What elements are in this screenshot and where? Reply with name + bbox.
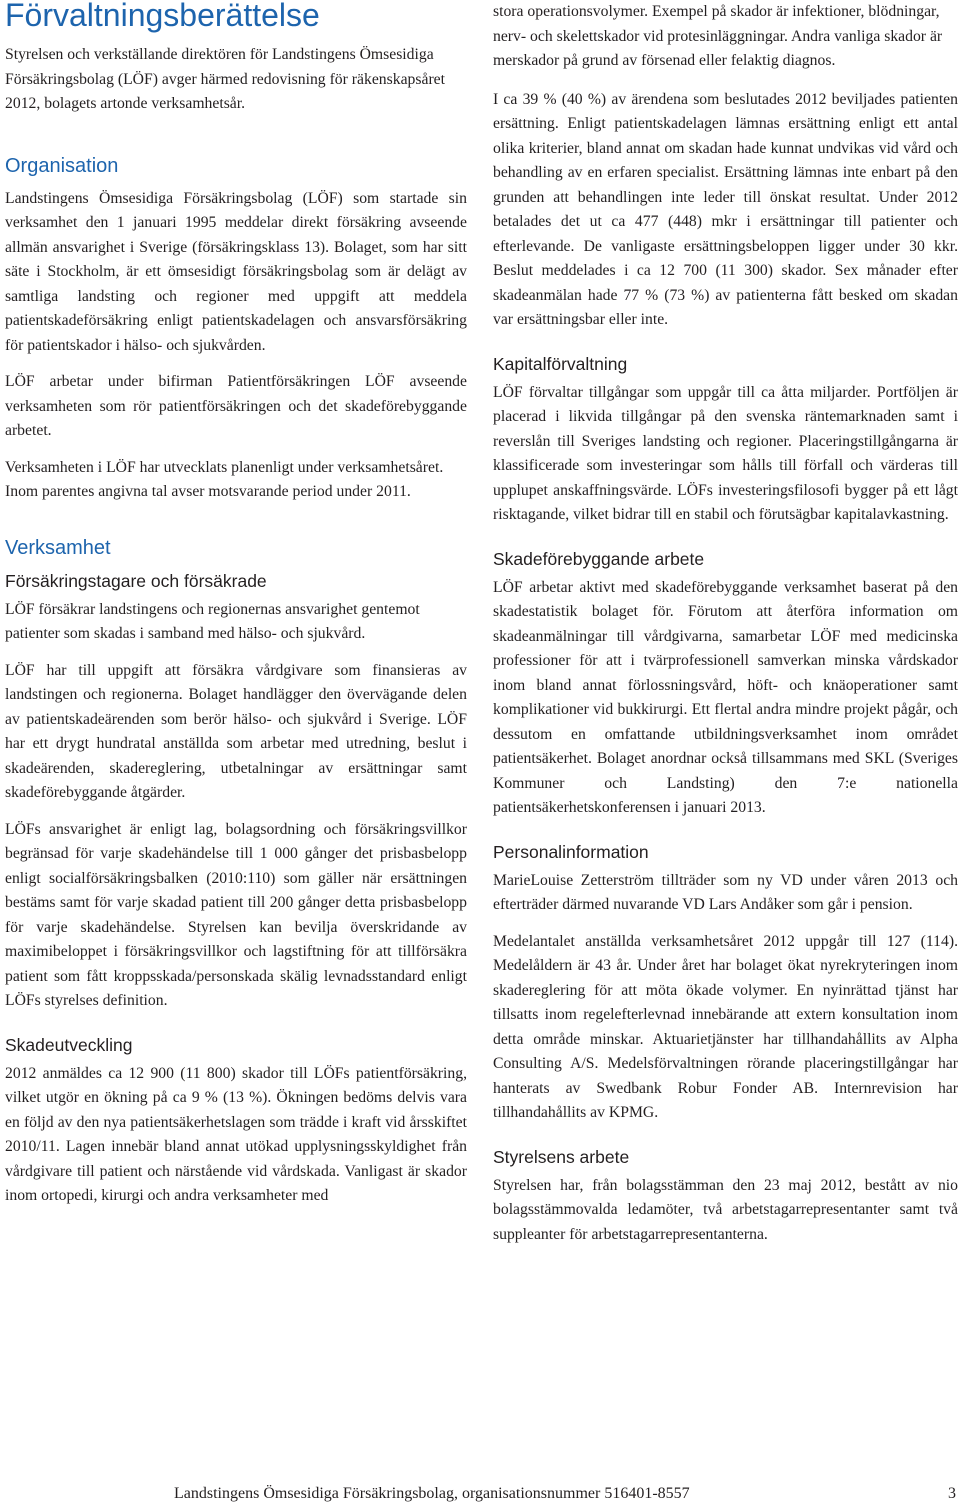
organisation-paragraph-1: Landstingens Ömsesidiga Försäkringsbolag (LÖF) som startade sin verksamhet den 1 januari 1995 meddelar direkt försäkring avseende allmän ansvarighet i Sverige (försäkringsklass 13). Bolaget, som har sitt säte i Stockholm, är ett ömsesidigt försäkringsbolag som är delägt av samtliga landsting och regioner med uppgift att meddela patientskadeförsäkring enligt patientskadelagen och ansvarsförsäkring för patientskador i hälso- och sjukvården. (5, 189, 467, 354)
right-column (493, 0, 958, 1247)
styrelsen-paragraph: Styrelsen har, från bolagsstämman den 23 maj 2012, bestått av nio bolagsstämmovalda ledamöter, två arbetstagarrepresentanter samt två suppleanter för arbetstagarrepresentanterna. (493, 1176, 958, 1243)
footer-organisation-text: Landstingens Ömsesidiga Försäkringsbolag, organisationsnummer 516401-8557 (174, 1485, 690, 1502)
personal-paragraph-2: Medelantalet anställda verksamhetsåret 2012 uppgår till 127 (114). Medelåldern är 43 år. Under året har bolaget ökat nyrekryteringen inom skadereglering för att möta ökade volymer. En nyinrättad tjänst har tillsatts inom regelefterlevnad innebärande att extern konsultation inom detta område minskar. Aktuarietjänster har tillhandahållits av Alpha Consulting A/S. Medelsförvaltningen rörande placeringstillgångar har hanterats av Swedbank Robur Fonder AB. Internrevision har tillhandahållits av KPMG. (493, 932, 958, 1121)
heading-skadeforebyggande: Skadeförebyggande arbete (493, 548, 705, 569)
skadeutveckling-paragraph-2: I ca 39 % (40 %) av ärendena som beslutades 2012 beviljades patienten ersättning. Enligt patientskadelagen lämnas ersättning enligt ett antal olika kriterier, bland annat om skadan hade kunnat undvikas vid vård och behandling av en erfaren specialist. Ersättning lämnas inte enbart på den grunden att behandlingen inte leder till önskat resultat. Under 2012 betalades det ut ca 477 (448) mkr i ersättningar till patienter och efterlevande. De vanligaste ersättningsbeloppen ligger under 30 kkr. Beslut meddelades i ca 12 700 (11 300) skador. Sex månader efter skadeanmälan hade 77 % (73 %) av patienterna fått besked om skadan var ersättningsbar eller inte. (493, 90, 958, 328)
verksamhet-paragraph-3: LÖFs ansvarighet är enligt lag, bolagsordning och försäkringsvillkor begränsad för varje skadehändelse till 1 000 gånger det prisbasbelopp enligt socialförsäkringsbalken (2010:110) som gäller när ersättningen bestäms samt för varje skadad patient till 200 gånger detta prisbasbelopp för varje skadehändelse. Styrelsen kan bevilja överskridande av maximibeloppet i försäkringsvillkor och lagstiftning för att tillförsäkra patient som fått kroppsskada/personskada skälig levnadsstandard enligt LÖFs styrelses definition. (5, 820, 467, 1009)
skadeutveckling-paragraph-1: 2012 anmäldes ca 12 900 (11 800) skador till LÖFs patientförsäkring, vilket utgör en ökning på ca 9 % (13 %). Ökningen bedöms delvis vara en följd av den nya patientsäkerhetslagen som trädde i kraft vid årsskiftet 2010/11. Lagen innebär bland annat utökad upplysningsskyldighet från vårdgivare till patient och närstående vid vårdskada. Vanligast är skador inom ortopedi, kirurgi och andra verksamheter med (5, 1064, 467, 1204)
skadeforebyggande-paragraph: LÖF arbetar aktivt med skadeförebyggande verksamhet baserat på den skadestatistik bolaget för. Förutom att återföra information om skadeanmälningar till vårdgivarna, samarbetar LÖF med medicinska professioner för att i tvärprofessionell samverkan minska vårdskador inom bland annat förlossningsvård, höft- och knäoperationer samt komplikationer vid bukkirurgi. Ett flertal andra mindre projekt pågår, och dessutom en omfattande utbildningsverksamhet inom området patientsäkerhet. Bolaget anordnar också tillsammans med SKL (Sveriges Kommuner och Landsting) den 7:e nationella patientsäkerhetskonferensen i januari 2013. (493, 578, 958, 816)
heading-kapitalforvaltning: Kapitalförvaltning (493, 353, 628, 374)
page-title: Förvaltningsberättelse (5, 0, 320, 33)
left-column (5, 0, 467, 1209)
organisation-paragraph-2: LÖF arbetar under bifirman Patientförsäkringen LÖF avseende verksamheten som rör patientförsäkringen och det skadeförebyggande arbetet. (5, 373, 467, 439)
subheading-forsakringstagare: Försäkringstagare och försäkrade (5, 570, 267, 591)
heading-personalinformation: Personalinformation (493, 841, 649, 862)
heading-styrelsens-arbete: Styrelsens arbete (493, 1146, 630, 1167)
verksamhet-paragraph-2: LÖF har till uppgift att försäkra vårdgivare som finansieras av landstingen och regionerna. Bolaget handlägger den övervägande delen av patientskadeärenden som berör hälso- och sjukvård i Sverige. LÖF har ett drygt hundratal anställda som arbetar med utredning, beslut i skadeärenden, skadereglering, utbetalningar av ersättningar samt skadeförebyggande åtgärder. (5, 661, 467, 801)
heading-organisation: Organisation (5, 154, 119, 177)
page-number: 3 (948, 1485, 956, 1502)
verksamhet-paragraph-1: LÖF försäkrar landstingens och regionernas ansvarighet gentemot patienter som skadas i samband med hälso- och sjukvård. (5, 600, 420, 642)
heading-skadeutveckling: Skadeutveckling (5, 1034, 133, 1055)
personal-paragraph-1: MarieLouise Zetterström tillträder som ny VD under våren 2013 och efterträder därmed nuvarande VD Lars Andåker som går i pension. (493, 871, 958, 913)
organisation-paragraph-3: Verksamheten i LÖF har utvecklats planenligt under verksamhetsåret. Inom parentes angivna tal avser motsvarande period under 2011. (5, 458, 444, 500)
intro-paragraph: Styrelsen och verkställande direktören för Landstingens Ömsesidiga Försäkringsbolag (LÖF) avger härmed redovisning för räkenskapsåret 2012, bolagets artonde verksamhetsår. (5, 46, 445, 112)
heading-verksamhet: Verksamhet (5, 536, 111, 559)
page-footer (0, 1485, 960, 1509)
skadeutveckling-continued: stora operationsvolymer. Exempel på skador är infektioner, blödningar, nerv- och skelettskador vid protesinläggningar. Andra vanliga skador är merskador på grund av försenad eller felaktig diagnos. (493, 3, 943, 69)
kapitalforvaltning-paragraph: LÖF förvaltar tillgångar som uppgår till ca åtta miljarder. Portföljen är placerad i likvida tillgångar på den svenska räntemarknaden samt i reverslån till Sveriges landsting och regioner. Placeringstillgångarna är klassificerade som investeringar som hålls till förfall och värderas till upplupet anskaffningsvärde. LÖFs investeringsfilosofi bygger på ett lågt risktagande, vilket bidrar till en stabil och förutsägbar kapitalavkastning. (493, 383, 958, 523)
